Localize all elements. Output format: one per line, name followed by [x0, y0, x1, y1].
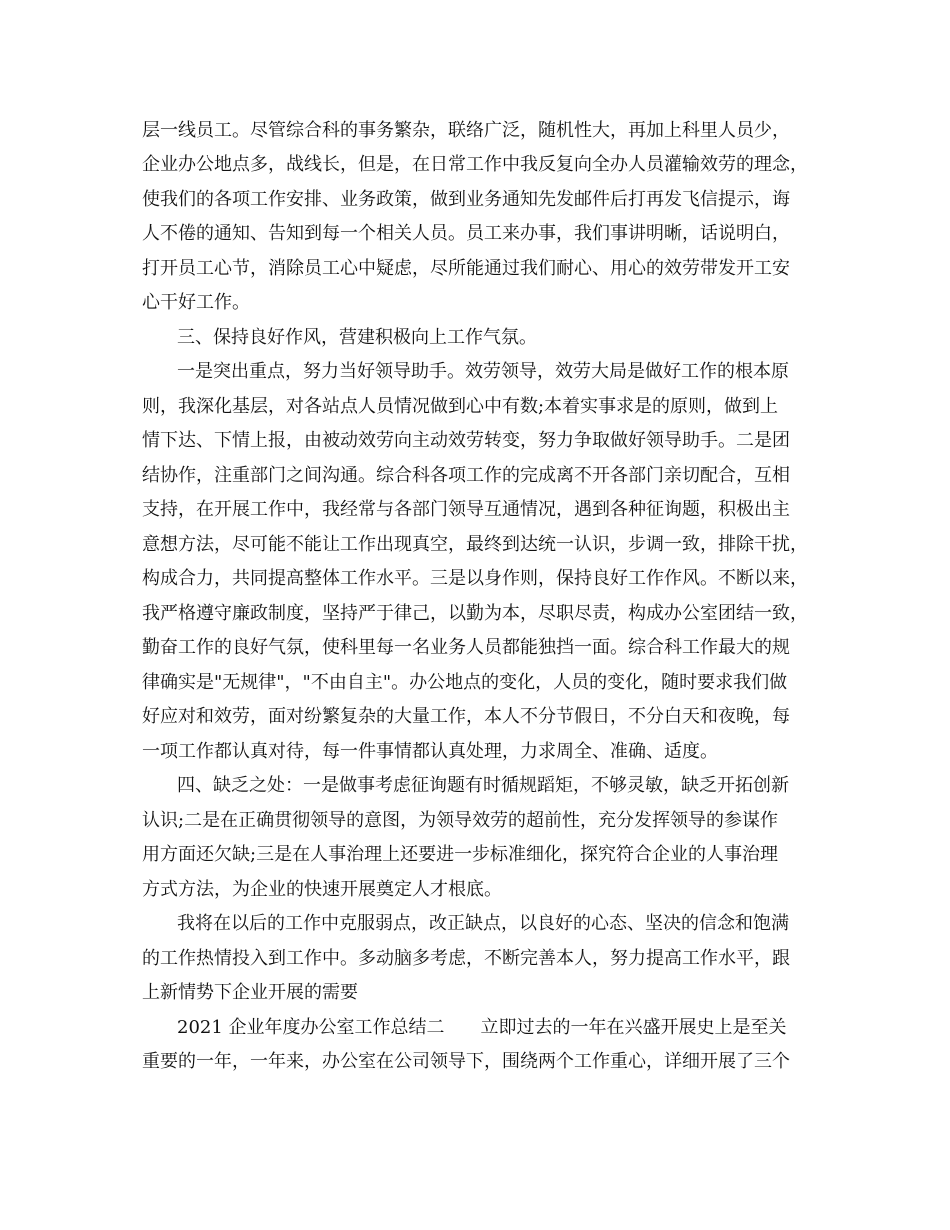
- text-line: 情下达、下情上报，由被动效劳向主动效劳转变，努力争取做好领导助手。二是团: [142, 430, 790, 451]
- text-line: 律确实是"无规律"，"不由自主"。办公地点的变化，人员的变化，随时要求我们做: [142, 672, 788, 693]
- text-line: 用方面还欠缺;三是在人事治理上还要进一步标准细化，探究符合企业的人事治理: [142, 844, 779, 865]
- text-line: 的工作热情投入到工作中。多动脑多考虑，不断完善本人，努力提高工作水平，跟: [142, 948, 790, 969]
- text-line: 我严格遵守廉政制度，坚持严于律己，以勤为本，尽职尽责，构成办公室团结一致，: [142, 603, 808, 624]
- text-line: 则，我深化基层，对各站点人员情况做到心中有数;本着实事求是的原则，做到上: [142, 396, 779, 417]
- text-line: 上新情势下企业开展的需要: [142, 982, 358, 1003]
- text-line: 好应对和效劳，面对纷繁复杂的大量工作，本人不分节假日，不分白天和夜晚，每: [142, 706, 790, 727]
- summary-title-line: 2021 企业年度办公室工作总结二 立即过去的一年在兴盛开展史上是至关: [177, 1017, 787, 1038]
- text-line: 支持，在开展工作中，我经常与各部门领导互通情况，遇到各种征询题，积极出主: [142, 499, 790, 520]
- text-line: 结协作，注重部门之间沟通。综合科各项工作的完成离不开各部门亲切配合，互相: [142, 465, 790, 486]
- text-line: 构成合力，共同提高整体工作水平。三是以身作则，保持良好工作作风。不断以来，: [142, 568, 808, 589]
- text-line: 企业办公地点多，战线长，但是，在日常工作中我反复向全办人员灌输效劳的理念，: [142, 154, 808, 175]
- text-line: 一是突出重点，努力当好领导助手。效劳领导，效劳大局是做好工作的根本原: [177, 361, 789, 382]
- text-line: 方式方法，为企业的快速开展奠定人才根底。: [142, 879, 502, 900]
- text-line: 打开员工心节，消除员工心中疑虑，尽所能通过我们耐心、用心的效劳带发开工安: [142, 258, 790, 279]
- text-line: 人不倦的通知、告知到每一个相关人员。员工来办事，我们事讲明晰，话说明白，: [142, 223, 790, 244]
- text-line: 勤奋工作的良好气氛，使科里每一名业务人员都能独挡一面。综合科工作最大的规: [142, 637, 790, 658]
- text-line: 我将在以后的工作中克服弱点，改正缺点，以良好的心态、坚决的信念和饱满: [177, 913, 789, 934]
- text-line: 心干好工作。: [142, 292, 250, 313]
- section-heading: 四、缺乏之处：一是做事考虑征询题有时循规蹈矩，不够灵敏，缺乏开拓创新: [177, 775, 789, 796]
- text-line: 使我们的各项工作安排、业务政策，做到业务通知先发邮件后打再发飞信提示，诲: [142, 189, 790, 210]
- section-heading: 三、保持良好作风，营建积极向上工作气氛。: [177, 327, 537, 348]
- text-line: 一项工作都认真对待，每一件事情都认真处理，力求周全、准确、适度。: [142, 741, 718, 762]
- text-line: 层一线员工。尽管综合科的事务繁杂，联络广泛，随机性大，再加上科里人员少，: [142, 120, 790, 141]
- text-line: 意想方法，尽可能不能让工作出现真空，最终到达统一认识，步调一致，排除干扰，: [142, 534, 808, 555]
- text-line: 认识;二是在正确贯彻领导的意图，为领导效劳的超前性，充分发挥领导的参谋作: [142, 810, 779, 831]
- text-line: 重要的一年，一年来，办公室在公司领导下，围绕两个工作重心，详细开展了三个: [142, 1051, 790, 1072]
